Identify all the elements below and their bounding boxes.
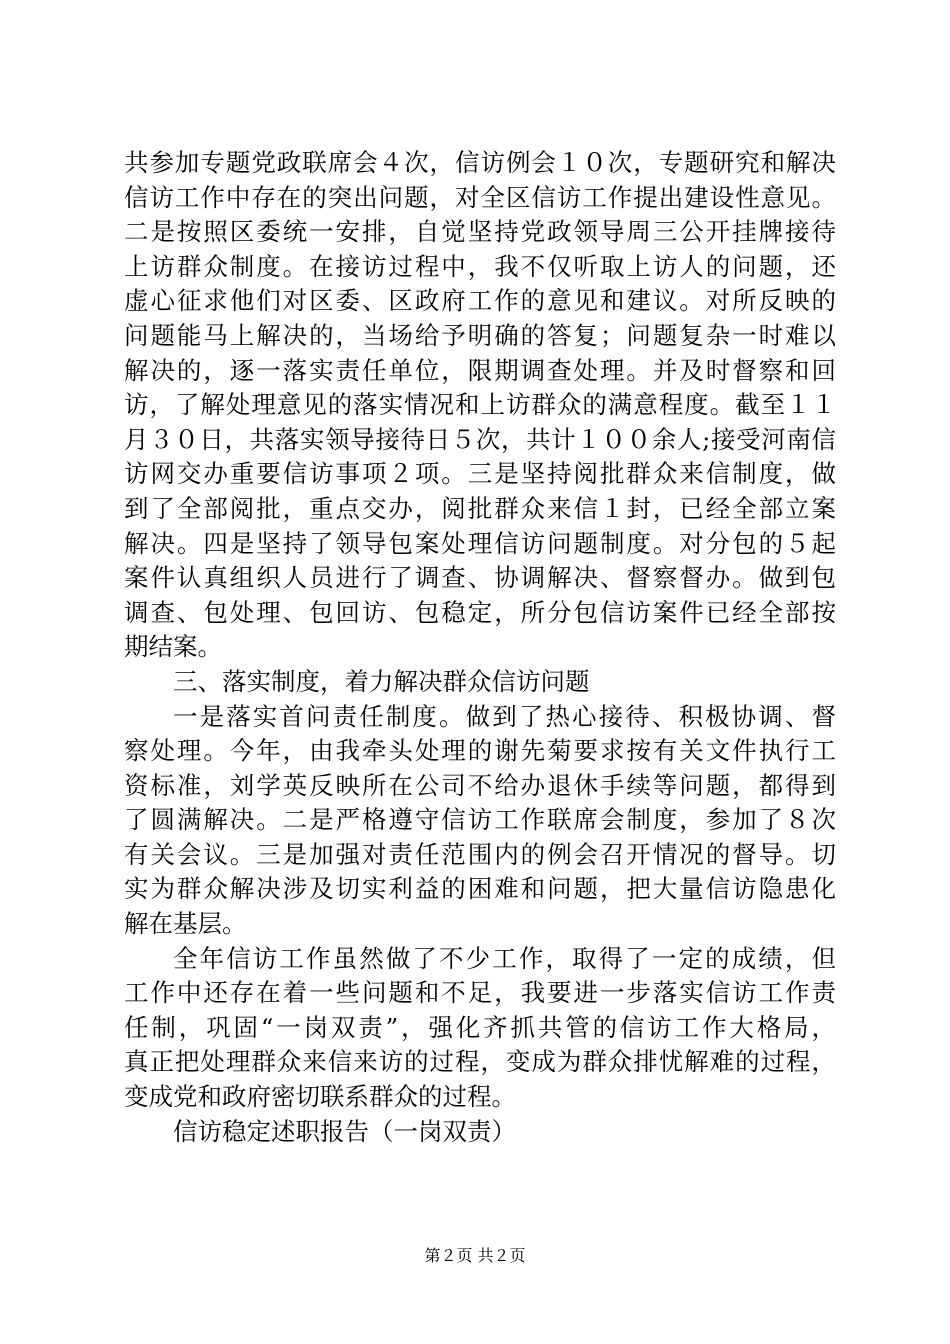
text-line: 解在基层。: [124, 909, 247, 939]
text-line: 三、落实制度，着力解决群众信访问题: [173, 666, 590, 696]
text-line: 资标准，刘学英反映所在公司不给办退休手续等问题，都得到: [124, 770, 836, 800]
text-line: 察处理。今年，由我牵头处理的谢先菊要求按有关文件执行工: [124, 736, 836, 766]
text-line: 上访群众制度。在接访过程中，我不仅听取上访人的问题，还: [124, 251, 836, 281]
text-line: 期结案。: [124, 632, 222, 662]
text-line: 访，了解处理意见的落实情况和上访群众的满意程度。截至１１: [124, 390, 836, 420]
text-line: 工作中还存在着一些问题和不足，我要进一步落实信访工作责: [124, 978, 836, 1008]
text-line: 任制，巩固“一岗双责”，强化齐抓共管的信访工作大格局，: [124, 1012, 836, 1042]
text-line: 全年信访工作虽然做了不少工作，取得了一定的成绩，但: [173, 943, 836, 973]
text-line: 二是按照区委统一安排，自觉坚持党政领导周三公开挂牌接待: [124, 217, 836, 247]
text-line: 真正把处理群众来信来访的过程，变成为群众排忧解难的过程，: [124, 1047, 836, 1077]
text-line: 案件认真组织人员进行了调查、协调解决、督察督办。做到包: [124, 563, 836, 593]
text-line: 变成党和政府密切联系群众的过程。: [124, 1082, 516, 1112]
page-number-label: 第２页 共２页: [424, 1246, 526, 1265]
text-line: 调查、包处理、包回访、包稳定，所分包信访案件已经全部按: [124, 597, 836, 627]
text-line: 解决的，逐一落实责任单位，限期调查处理。并及时督察和回: [124, 355, 836, 385]
text-line: 信访工作中存在的突出问题，对全区信访工作提出建设性意见。: [124, 182, 836, 212]
text-line: 有关会议。三是加强对责任范围内的例会召开情况的督导。切: [124, 839, 836, 869]
text-line: 访网交办重要信访事项２项。三是坚持阅批群众来信制度，做: [124, 459, 836, 489]
text-line: 虚心征求他们对区委、区政府工作的意见和建议。对所反映的: [124, 286, 836, 316]
text-line: 了圆满解决。二是严格遵守信访工作联席会制度，参加了８次: [124, 805, 836, 835]
text-line: 一是落实首问责任制度。做到了热心接待、积极协调、督: [173, 701, 836, 731]
text-line: 共参加专题党政联席会４次，信访例会１０次，专题研究和解决: [124, 148, 836, 177]
document-body: [124, 146, 836, 1149]
text-line: 信访稳定述职报告（一岗双责）: [173, 1116, 516, 1146]
text-line: 到了全部阅批，重点交办，阅批群众来信１封，已经全部立案: [124, 493, 836, 523]
page-footer: [0, 1245, 950, 1267]
text-line: 实为群众解决涉及切实利益的困难和问题，把大量信访隐患化: [124, 874, 836, 904]
text-line: 月３０日，共落实领导接待日５次，共计１００余人;接受河南信: [124, 424, 836, 454]
text-line: 问题能马上解决的，当场给予明确的答复；问题复杂一时难以: [124, 320, 836, 350]
text-line: 解决。四是坚持了领导包案处理信访问题制度。对分包的５起: [124, 528, 836, 558]
